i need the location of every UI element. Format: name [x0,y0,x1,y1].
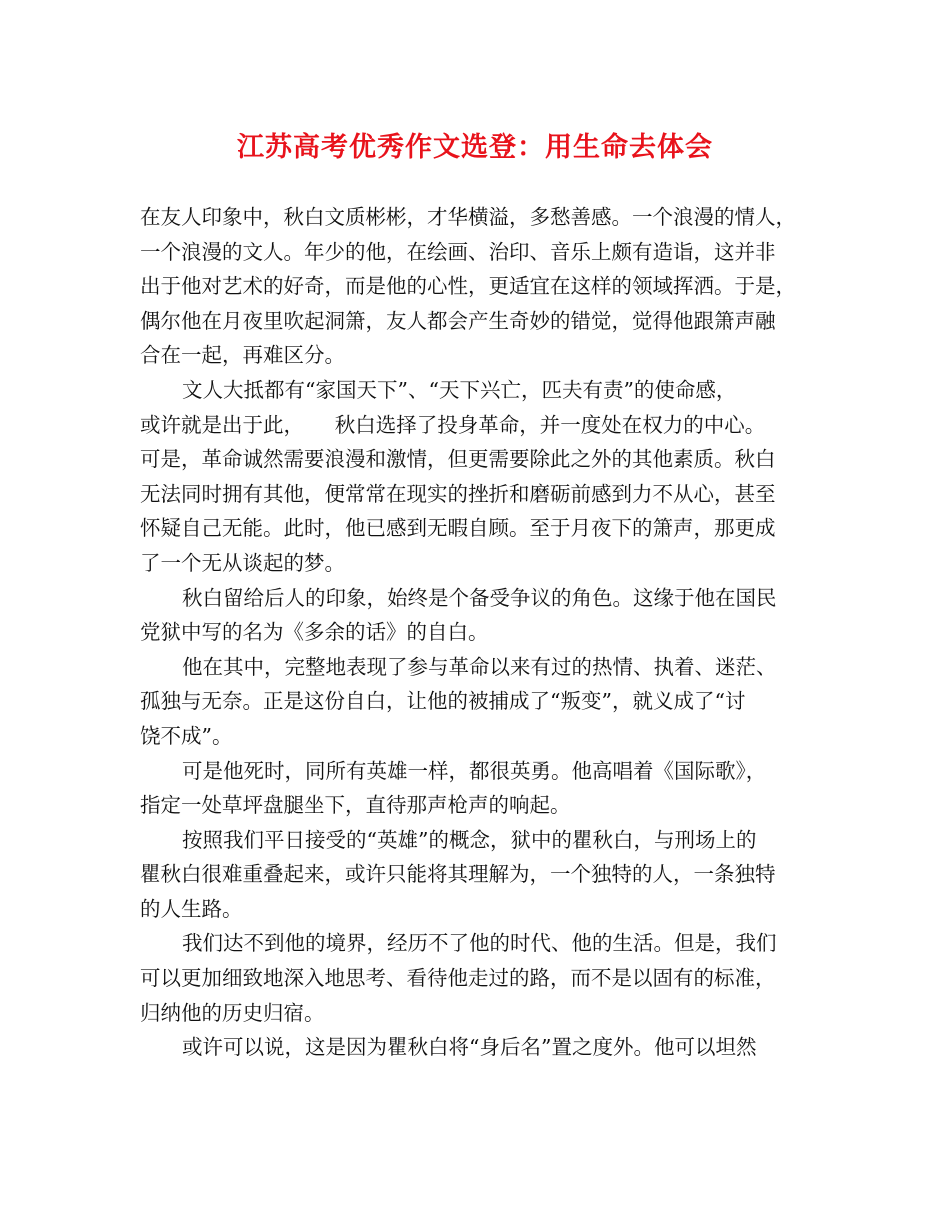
body-line: 饶不成”。 [140,723,233,748]
body-line: 出于他对艺术的好奇，而是他的心性，更适宜在这样的领域挥洒。于是， [140,274,796,299]
body-line: 文人大抵都有“家国天下”、“天下兴亡，匹夫有责”的使命感， [182,377,737,402]
body-line: 可是他死时，同所有英雄一样，都很英勇。他高唱着《国际歌》， [182,758,767,783]
document-body [140,200,820,1065]
body-line: 一个浪漫的文人。年少的他，在绘画、治印、音乐上颇有造诣，这并非 [140,239,776,264]
body-line: 或许就是出于此， 秋白选择了投身革命，并一度处在权力的中心。 [140,412,766,437]
body-line: 按照我们平日接受的“英雄”的概念，狱中的瞿秋白，与刑场上的 [182,827,757,852]
body-line: 党狱中写的名为《多余的话》的自白。 [140,620,489,645]
body-line: 的人生路。 [140,896,243,921]
body-line: 怀疑自己无能。此时，他已感到无暇自顾。至于月夜下的箫声，那更成 [140,516,776,541]
body-line: 指定一处草坪盘腿坐下，直待那声枪声的响起。 [140,793,571,818]
body-line: 无法同时拥有其他，便常常在现实的挫折和磨砺前感到力不从心，甚至 [140,481,776,506]
body-line: 可是，革命诚然需要浪漫和激情，但更需要除此之外的其他素质。秋白 [140,447,776,472]
body-line: 归纳他的历史归宿。 [140,1000,325,1025]
body-line: 瞿秋白很难重叠起来，或许只能将其理解为，一个独特的人，一条独特 [140,862,776,887]
body-line: 他在其中，完整地表现了参与革命以来有过的热情、执着、迷茫、 [182,654,777,679]
body-line: 在友人印象中，秋白文质彬彬，才华横溢，多愁善感。一个浪漫的情人， [140,205,796,229]
body-line: 孤独与无奈。正是这份自白，让他的被捕成了“叛变”，就义成了“讨 [140,689,746,714]
body-line: 可以更加细致地深入地思考、看待他走过的路，而不是以固有的标准， [140,966,776,991]
body-line: 或许可以说，这是因为瞿秋白将“身后名”置之度外。他可以坦然 [182,1035,757,1060]
body-line: 秋白留给后人的印象，始终是个备受争议的角色。这缘于他在国民 [182,585,777,610]
body-line: 合在一起，再难区分。 [140,343,345,368]
document-title: 江苏高考优秀作文选登：用生命去体会 [237,132,713,163]
body-line: 了一个无从谈起的梦。 [140,550,345,575]
body-line: 我们达不到他的境界，经历不了他的时代、他的生活。但是，我们 [182,931,777,956]
body-line: 偶尔他在月夜里吹起洞箫，友人都会产生奇妙的错觉，觉得他跟箫声融 [140,308,776,333]
